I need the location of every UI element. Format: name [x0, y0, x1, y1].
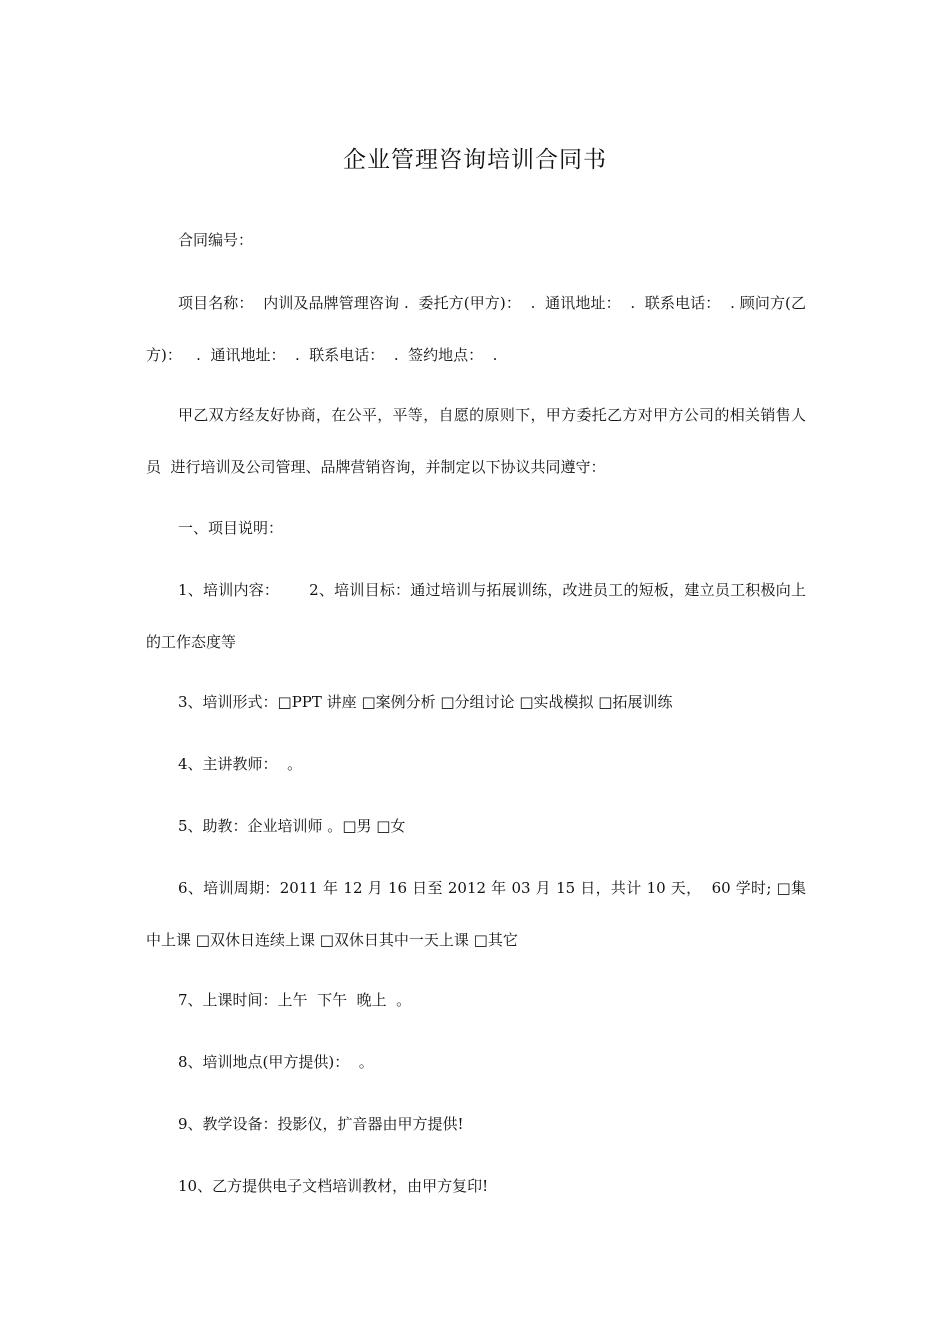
item-training-format: 3、培训形式：□PPT 讲座 □案例分析 □分组讨论 □实战模拟 □拓展训练 — [178, 693, 673, 711]
section-heading: 一、项目说明： — [178, 519, 284, 537]
item-class-time: 7、上课时间：上午 下午 晚上 。 — [178, 991, 412, 1009]
item-training-materials: 10、乙方提供电子文档培训教材，由甲方复印! — [178, 1177, 489, 1195]
item-teaching-equipment: 9、教学设备：投影仪，扩音器由甲方提供! — [178, 1115, 464, 1133]
item-assistant: 5、助教：企业培训师 。□男 □女 — [178, 817, 406, 835]
intro-paragraph: 甲乙双方经友好协商，在公平，平等，自愿的原则下，甲方委托乙方对甲方公司的相关销售人员 进行培训及公司管理、品牌营销咨询，并制定以下协议共同遵守： — [146, 406, 806, 476]
document-title: 企业管理咨询培训合同书 — [343, 147, 607, 173]
item-lead-teacher: 4、主讲教师： 。 — [178, 755, 303, 773]
item-training-location: 8、培训地点(甲方提供)： 。 — [178, 1053, 374, 1071]
project-info-paragraph: 项目名称： 内训及品牌管理咨询 . 委托方(甲方)： . 通讯地址： . 联系电话： . 顾问方(乙方)： . 通讯地址： . 联系电话： . 签约地点： . — [146, 294, 806, 364]
contract-number-label: 合同编号： — [178, 231, 254, 249]
item-training-period: 6、培训周期：2011 年 12 月 16 日至 2012 年 03 月 15 日，共计 10 天， 60 学时; □集中上课 □双休日连续上课 □双休日其中一天上课 □其它 — [146, 879, 806, 949]
item-training-content-goal: 1、培训内容： 2、培训目标：通过培训与拓展训练，改进员工的短板，建立员工积极向上的工作态度等 — [146, 581, 806, 651]
